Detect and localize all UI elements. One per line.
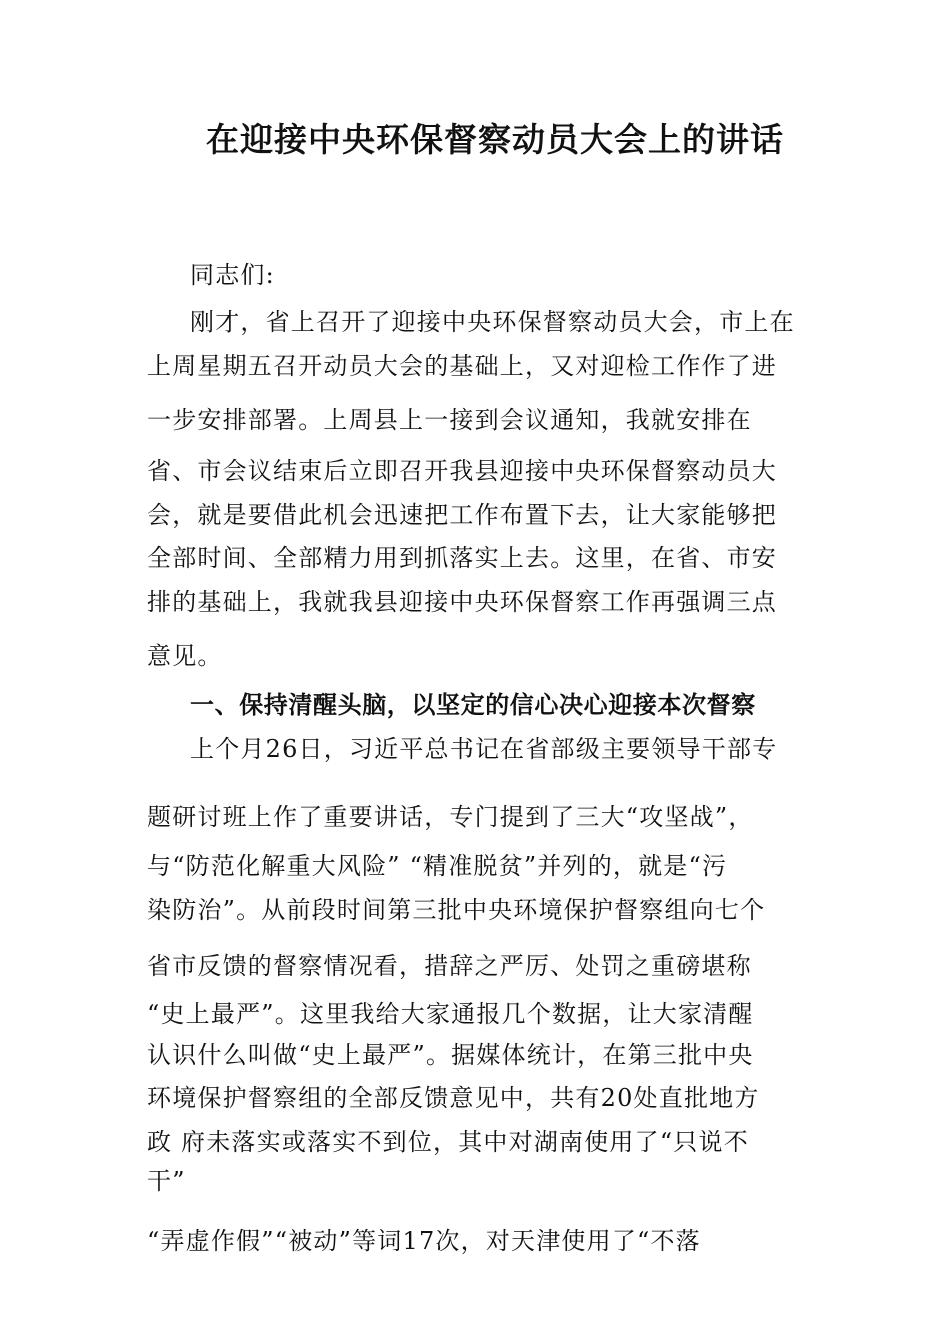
document-title: 在迎接中央环保督察动员大会上的讲话 bbox=[206, 120, 784, 159]
paragraph-line: “弄虚作假”“被动”等词17次，对天津使用了“不落 bbox=[147, 1227, 701, 1255]
paragraph-line: 意见。 bbox=[147, 642, 223, 670]
paragraph-line: 题研讨班上作了重要讲话，专门提到了三大“攻坚战”， bbox=[147, 803, 754, 831]
salutation: 同志们: bbox=[190, 261, 275, 289]
paragraph-line: 一步安排部署。上周县上一接到会议通知，我就安排在 bbox=[147, 406, 752, 434]
paragraph-line: 认识什么叫做“史上最严”。据媒体统计，在第三批中央 bbox=[147, 1041, 754, 1069]
paragraph-line: 排的基础上，我就我县迎接中央环保督察工作再强调三点 bbox=[147, 588, 777, 616]
section-heading: 一、保持清醒头脑，以坚定的信心决心迎接本次督察 bbox=[190, 691, 756, 719]
paragraph-line: 省市反馈的督察情况看，措辞之严厉、处罚之重磅堪称 bbox=[147, 952, 752, 980]
paragraph-line: 刚才，省上召开了迎接中央环保督察动员大会，市上在 bbox=[190, 308, 795, 336]
paragraph-line: 上个月26日，习近平总书记在省部级主要领导干部专 bbox=[190, 735, 778, 763]
paragraph-line: 省、市会议结束后立即召开我县迎接中央环保督察动员大 bbox=[147, 457, 777, 485]
paragraph-line: “史上最严”。这里我给大家通报几个数据，让大家清醒 bbox=[147, 1000, 754, 1028]
paragraph-line: 政 府未落实或落实不到位，其中对湖南使用了“只说不 bbox=[147, 1128, 749, 1156]
paragraph-line: 上周星期五召开动员大会的基础上，又对迎检工作作了进 bbox=[147, 352, 777, 380]
paragraph-line: 会，就是要借此机会迅速把工作布置下去，让大家能够把 bbox=[147, 501, 777, 529]
paragraph-line: 环境保护督察组的全部反馈意见中，共有20处直批地方 bbox=[147, 1084, 760, 1112]
paragraph-line: 全部时间、全部精力用到抓落实上去。这里，在省、市安 bbox=[147, 544, 777, 572]
paragraph-line: 干” bbox=[147, 1167, 186, 1195]
paragraph-line: 染防治”。从前段时间第三批中央环境保护督察组向七个 bbox=[147, 896, 766, 924]
paragraph-line: 与“防范化解重大风险” “精准脱贫”并列的，就是“污 bbox=[147, 852, 728, 880]
